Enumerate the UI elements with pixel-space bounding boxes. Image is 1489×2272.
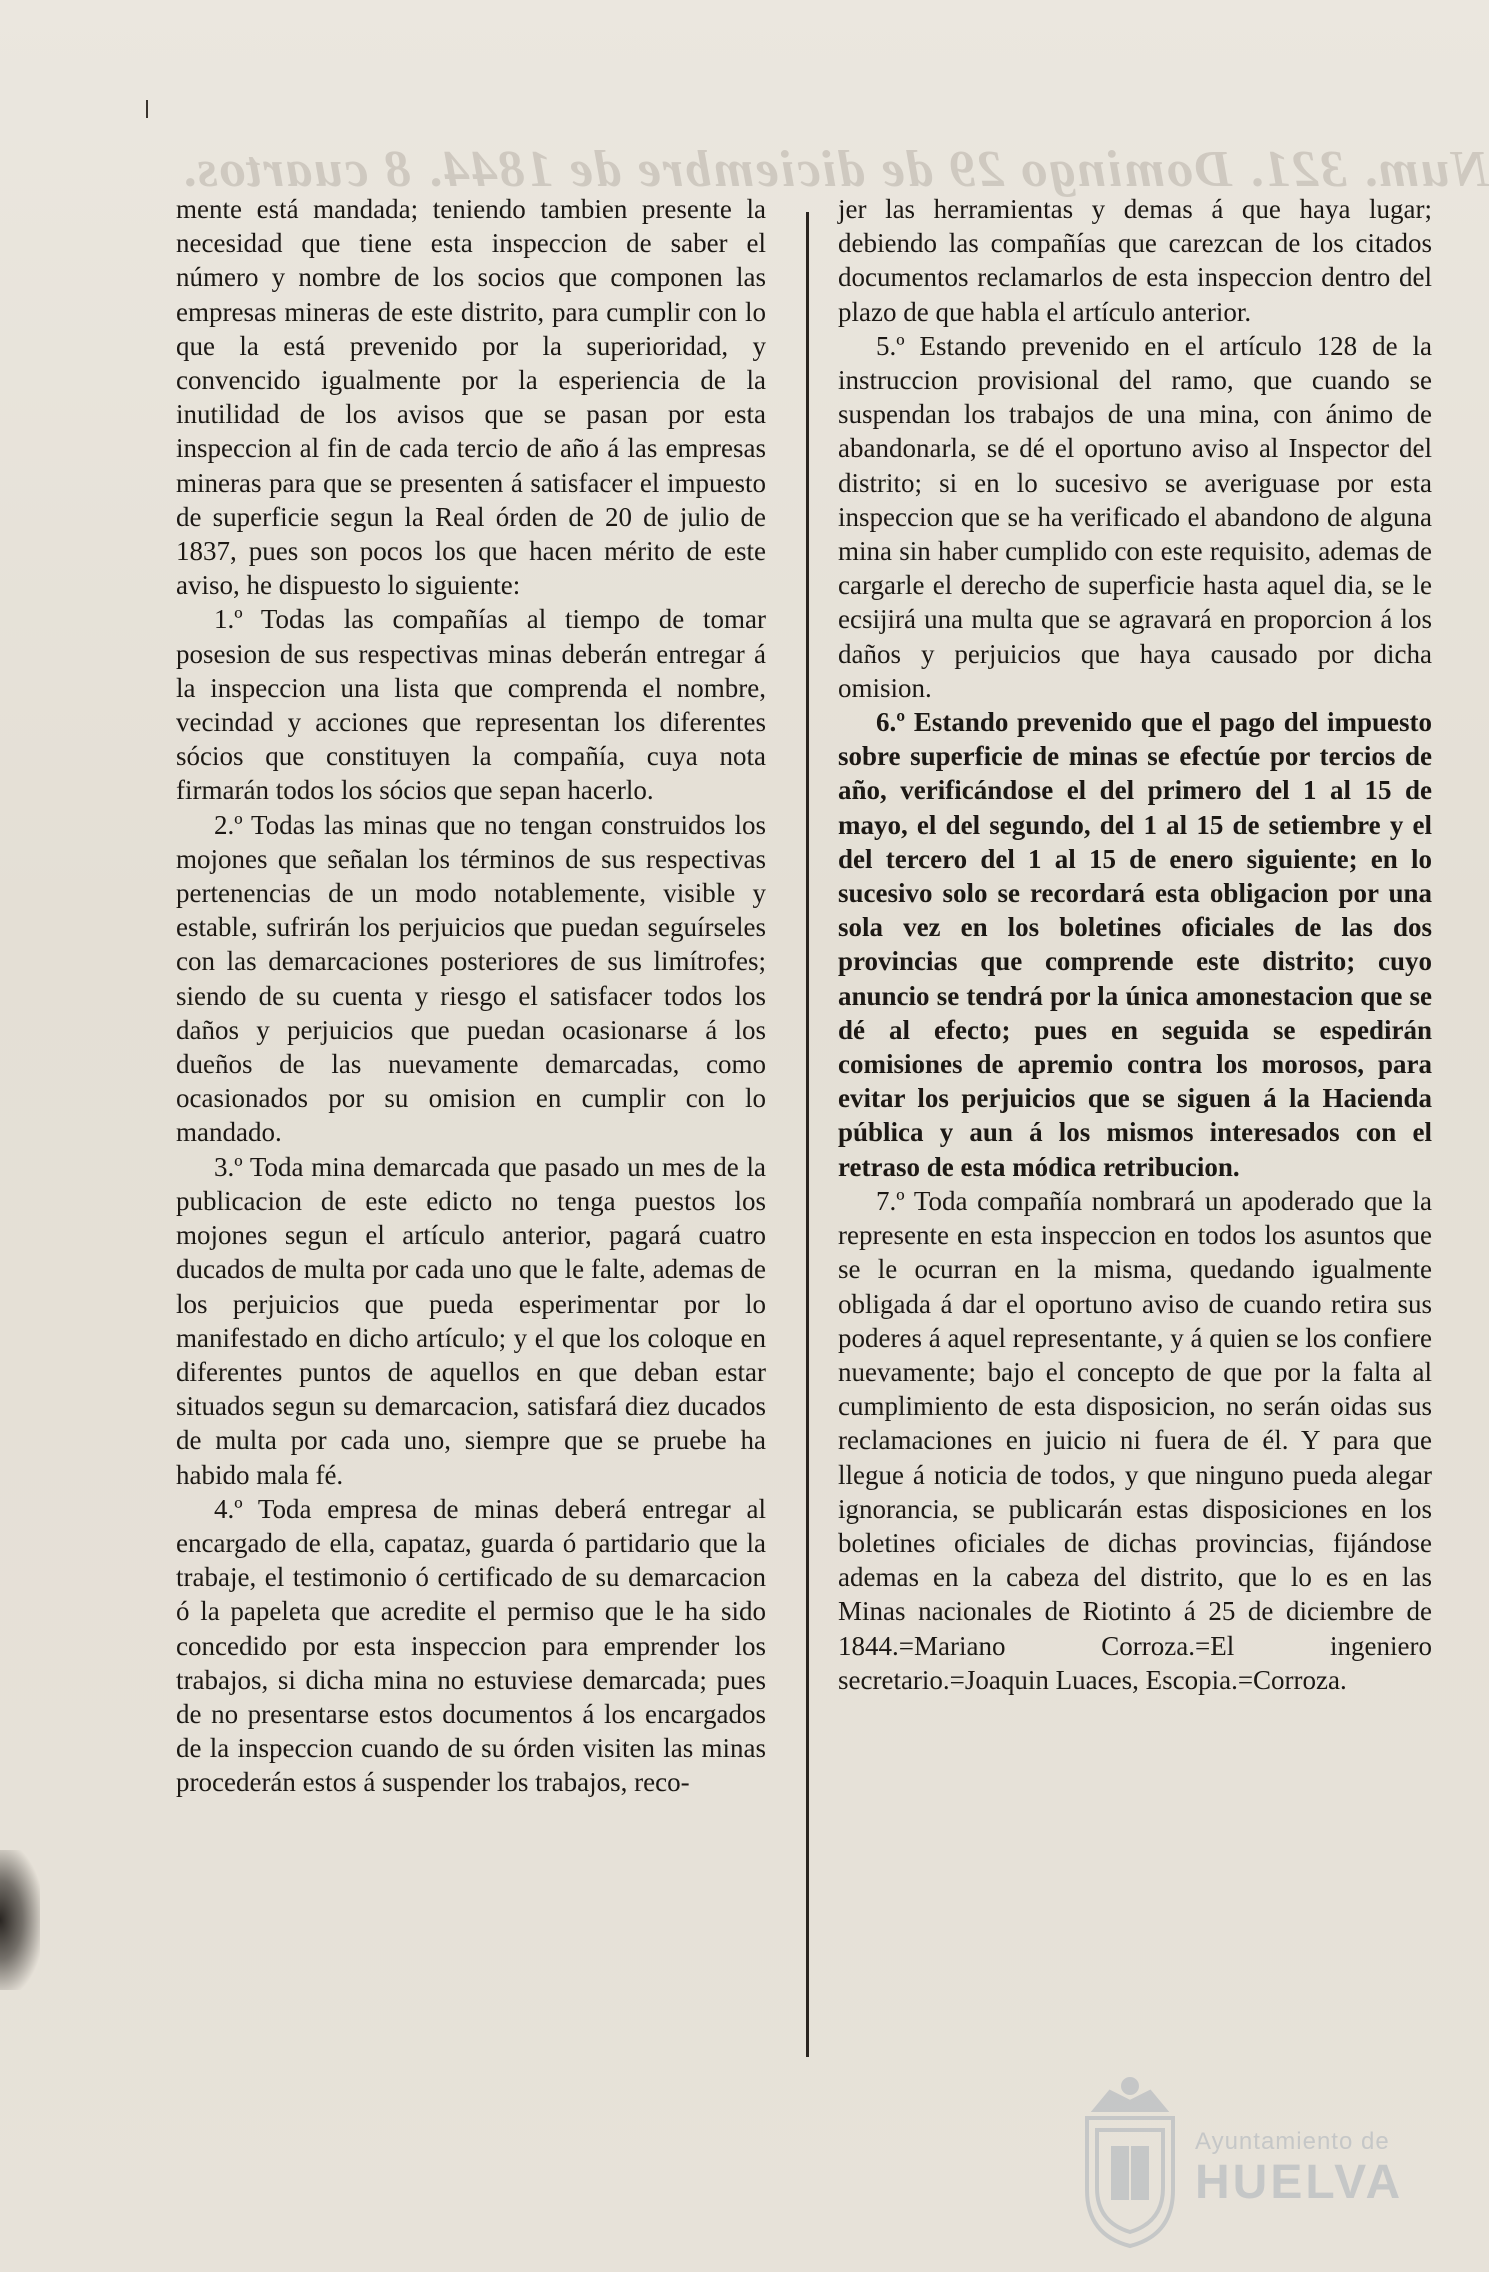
paragraph-article-1: 1.º Todas las compañías al tiempo de tomar posesion de sus respectivas minas deberán entregar á la inspeccion una lista que comprenda el nombre, vecindad y acciones que representan los diferentes sócios que constituyen la compañía, cuya nota firmarán todos los sócios que sepan hacerlo. bbox=[176, 604, 766, 806]
paragraph-article-4-continued: jer las herramientas y demas á que haya lugar; debiendo las compañías que carezcan de los citados documentos reclamarlos de esta inspeccion dentro del plazo de que habla el artículo anterior. bbox=[838, 194, 1432, 327]
paragraph-article-4: 4.º Toda empresa de minas deberá entregar al encargado de ella, capataz, guarda ó partidario que la trabaje, el testimonio ó certificado de su demarcacion ó la papeleta que acredite el permiso que le ha sido concedido por esta inspeccion para emprender los trabajos, si dicha mina no estuviese demarcada; pues de no presentarse estos documentos á los encargados de la inspeccion cuando de su órden visiten las minas procederán estos á suspender los trabajos, reco- bbox=[176, 1493, 766, 1798]
margin-mark bbox=[146, 100, 148, 118]
column-divider bbox=[806, 212, 809, 2057]
watermark-small-text: Ayuntamiento de bbox=[1195, 2128, 1390, 2155]
bleed-through-header: Num. 321. Domingo 29 de diciembre de 1844. 8 cuartos. bbox=[179, 141, 1489, 198]
paragraph-intro: mente está mandada; teniendo tambien presente la necesidad que tiene esta inspeccion de saber el número y nombre de los socios que componen las empresas mineras de este distrito, para cumplir con lo que la está prevenido por la superioridad, y convencido igualmente por la esperiencia de la inutilidad de los avisos que se pasan por esta inspeccion al fin de cada tercio de año á las empresas mineras para que se presenten á satisfacer el impuesto de superficie segun la Real órden de 20 de julio de 1837, pues son pocos los que hacen mérito de este aviso, he dispuesto lo siguiente: bbox=[176, 194, 766, 601]
paragraph-article-2: 2.º Todas las minas que no tengan construidos los mojones que señalan los términos de sus respectivas pertenencias de un modo notablemente, visible y estable, sufrirán los perjuicios que puedan seguírseles con las demarcaciones posteriores de sus limítrofes; siendo de su cuenta y riesgo el satisfacer todos los daños y perjuicios que puedan ocasionarse á los dueños de las nuevamente demarcadas, como ocasionados por su omision en cumplir con lo mandado. bbox=[176, 809, 766, 1148]
watermark-big-text: HUELVA bbox=[1195, 2156, 1404, 2209]
paragraph-article-7: 7.º Toda compañía nombrará un apoderado que la represente en esta inspeccion en todos los asuntos que se le ocurran en la misma, quedando igualmente obligada á dar el oportuno aviso de cuando retira sus poderes á aquel representante, y á quien se los confiere nuevamente; bajo el concepto de que por la falta al cumplimiento de esta disposicion, no serán oidas sus reclamaciones en juicio ni fuera de él. Y para que llegue á noticia de todos, y que ninguno pueda alegar ignorancia, se publicarán estas disposiciones en los boletines oficiales de dichas provincias, fijándose ademas en la cabeza del distrito, que lo es en las Minas nacionales de Riotinto á 25 de diciembre de 1844.=Mariano Corroza.=El ingeniero secretario.=Joaquin Luaces, Escopia.=Corroza. bbox=[838, 1185, 1432, 1695]
paragraph-article-5: 5.º Estando prevenido en el artículo 128 de la instruccion provisional del ramo, que cuando se suspendan los trabajos de una mina, con ánimo de abandonarla, se dé el oportuno aviso al Inspector del distrito; si en lo sucesivo se averiguase por esta inspeccion que se ha verificado el abandono de alguna mina sin haber cumplido con este requisito, ademas de cargarle el derecho de superficie hasta aquel dia, se le ecsijirá una multa que se agravará en proporcion á los daños y perjuicios que haya causado por dicha omision. bbox=[838, 330, 1432, 703]
page-edge-shadow bbox=[0, 1850, 40, 1990]
crest-icon bbox=[1075, 2070, 1185, 2250]
left-column bbox=[176, 192, 766, 1800]
archive-watermark bbox=[1075, 2070, 1415, 2260]
paragraph-article-6: 6.º Estando prevenido que el pago del impuesto sobre superficie de minas se efectúe por tercios de año, verificándose el del primero del 1 al 15 de mayo, el del segundo, del 1 al 15 de setiembre y el del tercero del 1 al 15 de enero siguiente; en lo sucesivo solo se recordará esta obligacion por una sola vez en los boletines oficiales de las dos provincias que comprende este distrito; cuyo anuncio se tendrá por la única amonestacion que se dé al efecto; pues en seguida se espedirán comisiones de apremio contra los morosos, para evitar los perjuicios que se siguen á la Hacienda pública y aun á los mismos interesados con el retraso de esta módica retribucion. bbox=[838, 707, 1432, 1182]
paragraph-article-3: 3.º Toda mina demarcada que pasado un mes de la publicacion de este edicto no tenga puestos los mojones segun el artículo anterior, pagará cuatro ducados de multa por cada uno que le falte, ademas de los perjuicios que pueda esperimentar por lo manifestado en dicho artículo; y el que los coloque en diferentes puntos de aquellos en que deban estar situados segun su demarcacion, satisfará diez ducados de multa por cada uno, siempre que se pruebe ha habido mala fé. bbox=[176, 1151, 766, 1490]
watermark-text bbox=[1195, 2128, 1425, 2210]
right-column bbox=[838, 192, 1432, 1697]
